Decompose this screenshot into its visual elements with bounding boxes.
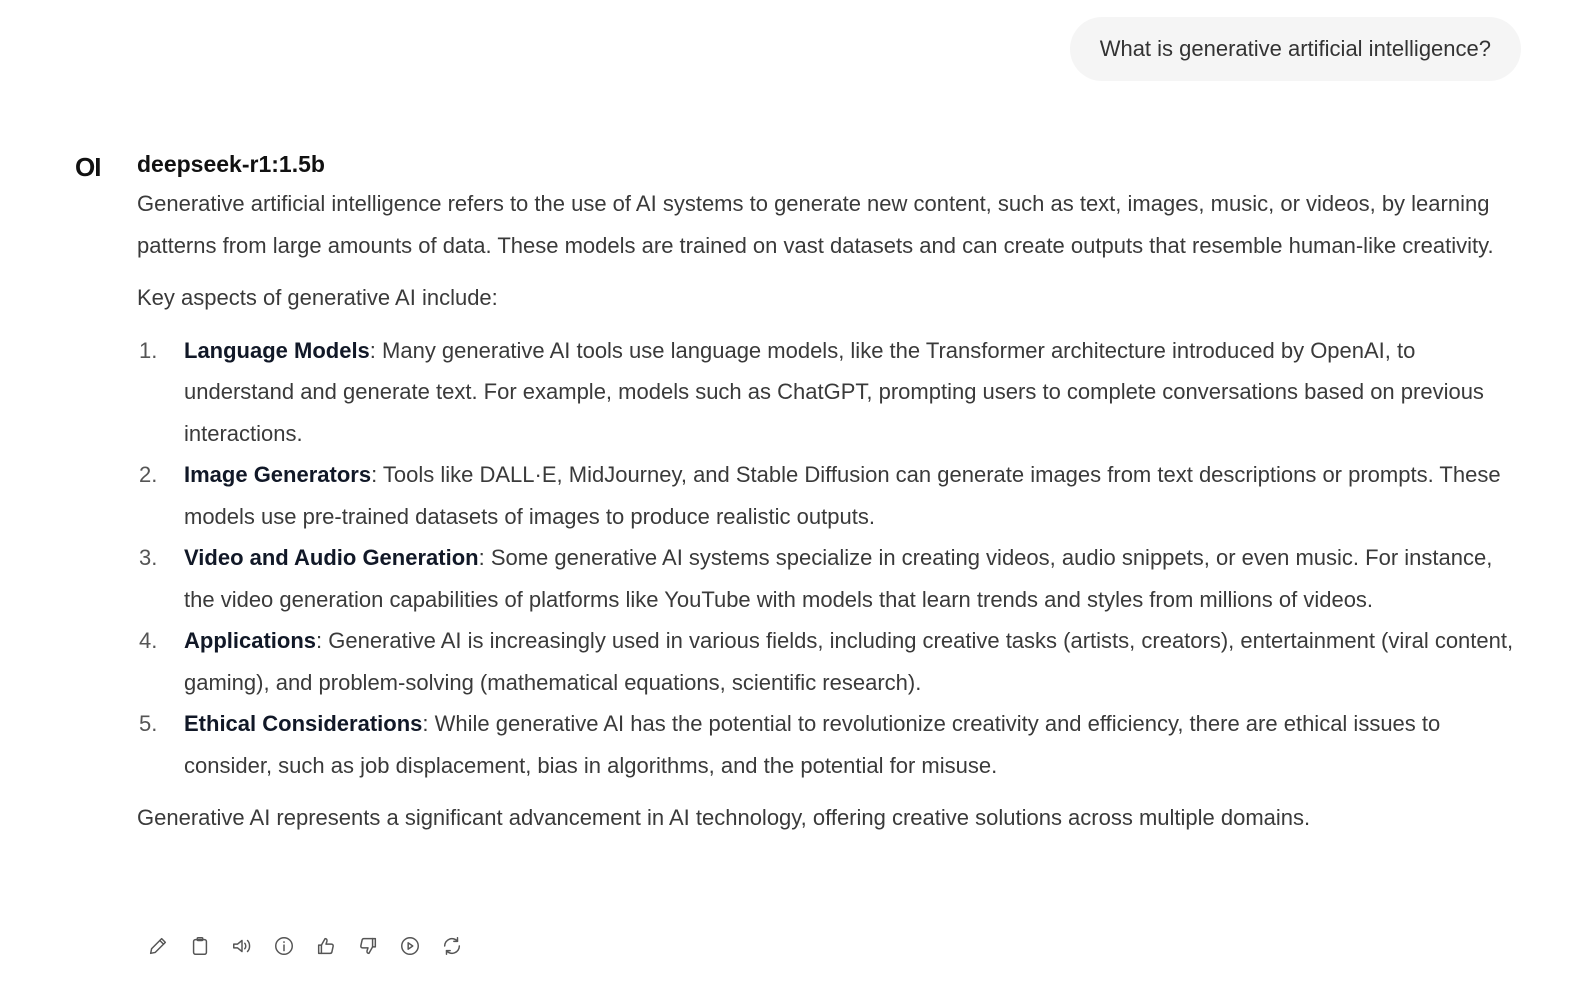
- response-closing: Generative AI represents a significant advancement in AI technology, offering creative solutions across multiple domains.: [137, 805, 1311, 830]
- list-number: 2.: [139, 462, 158, 487]
- list-item: [137, 703, 1517, 786]
- assistant-message: [137, 147, 1517, 839]
- list-text: : Many generative AI tools use language models, like the Transformer architecture introduced by OpenAI, to understand and generate text. For example, models such as ChatGPT, prompting users to complete conversations based on previous interactions.: [184, 337, 1484, 446]
- list-text: : Generative AI is increasingly used in various fields, including creative tasks (artists, creators), entertainment (viral content, gaming), and problem-solving (mathematical equations, scientific research).: [184, 628, 1514, 695]
- model-logo: OI: [75, 152, 101, 182]
- list-number: 3.: [139, 545, 158, 570]
- play-icon[interactable]: [398, 932, 422, 960]
- list-number: 4.: [139, 628, 158, 653]
- info-icon[interactable]: [272, 932, 296, 960]
- regenerate-icon[interactable]: [440, 932, 464, 960]
- list-text: : While generative AI has the potential to revolutionize creativity and efficiency, there are ethical issues to consider, such as job displacement, bias in algorithms, and the potential for misuse.: [184, 711, 1441, 778]
- list-term: Ethical Considerations: [184, 711, 423, 736]
- thumbs-up-icon[interactable]: [314, 932, 338, 960]
- speaker-icon[interactable]: [230, 932, 254, 960]
- list-item: [137, 537, 1517, 620]
- list-text: : Some generative AI systems specialize in creating videos, audio snippets, or even music. For instance, the video generation capabilities of platforms like YouTube with models that learn trends and styles from millions of videos.: [184, 545, 1493, 612]
- list-number: 1.: [139, 337, 158, 363]
- response-intro: Generative artificial intelligence refers to the use of AI systems to generate new content, such as text, images, music, or videos, by learning patterns from large amounts of data. These models are trained on vast datasets and can create outputs that resemble human-like creativity.: [137, 191, 1494, 258]
- aspects-list: [137, 330, 1517, 787]
- user-message-text: What is generative artificial intelligence?: [1099, 36, 1491, 61]
- user-message-bubble: [1070, 17, 1521, 81]
- list-item: [137, 330, 1517, 455]
- list-term: Applications: [184, 628, 317, 653]
- list-text: : Tools like DALL·E, MidJourney, and Stable Diffusion can generate images from text descriptions or prompts. These models use pre-trained datasets of images to produce realistic outputs.: [184, 462, 1501, 529]
- list-number: 5.: [139, 711, 158, 736]
- model-name: deepseek-r1:1.5b: [137, 151, 325, 177]
- edit-icon[interactable]: [146, 932, 170, 960]
- copy-icon[interactable]: [188, 932, 212, 960]
- list-term: Language Models: [184, 337, 370, 363]
- list-term: Image Generators: [184, 462, 372, 487]
- list-item: [137, 620, 1517, 703]
- message-actions-toolbar: [146, 932, 464, 960]
- response-lead-in: Key aspects of generative AI include:: [137, 285, 498, 310]
- list-term: Video and Audio Generation: [184, 545, 479, 570]
- list-item: [137, 454, 1517, 537]
- thumbs-down-icon[interactable]: [356, 932, 380, 960]
